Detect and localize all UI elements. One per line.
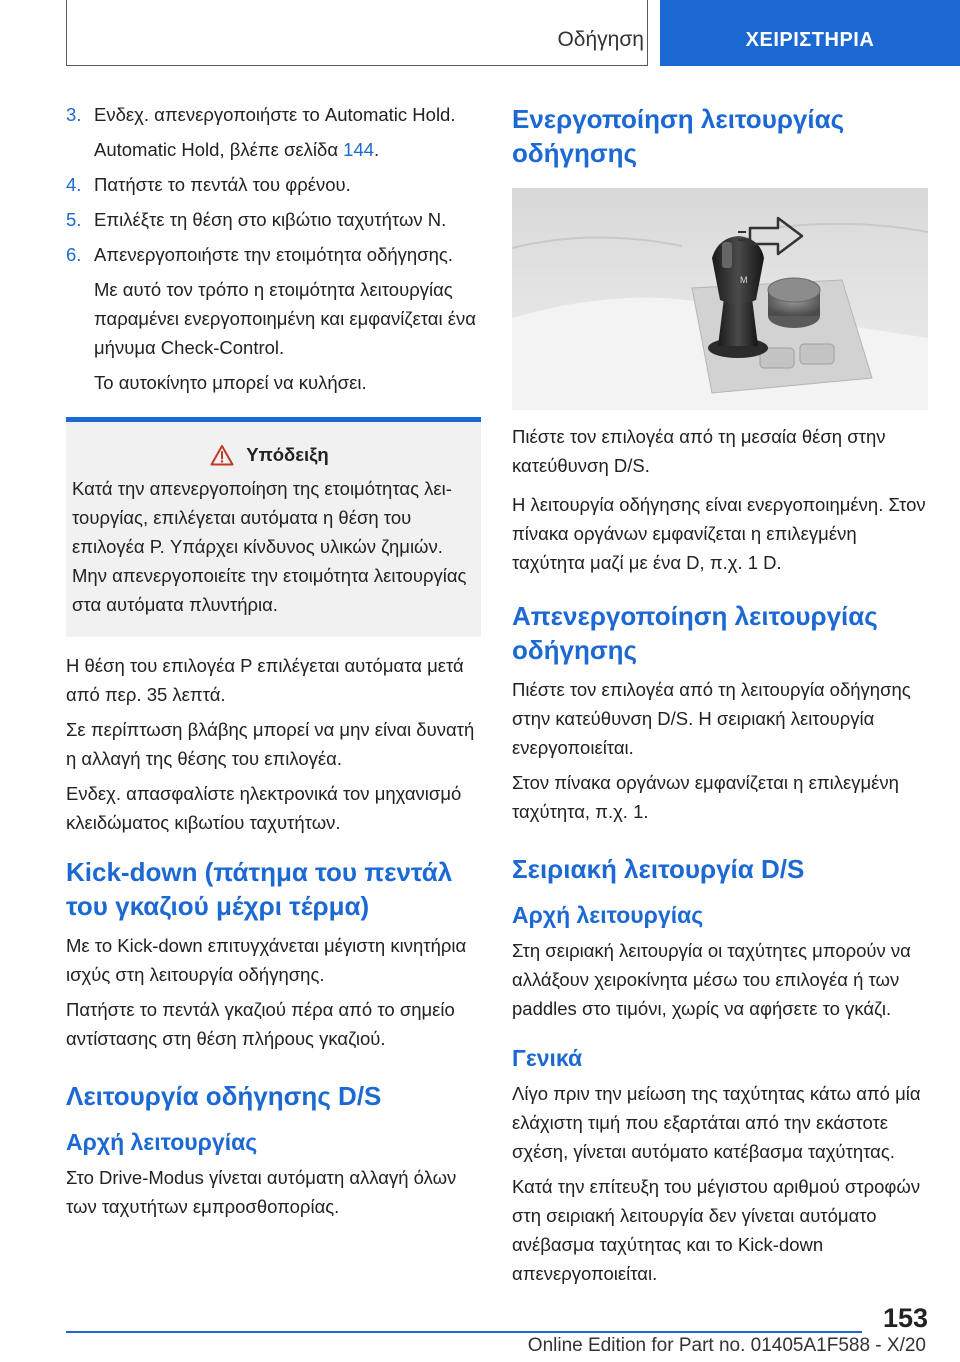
paragraph: Πιέστε τον επιλογέα από τη μεσαία θέση στην κατεύθυνση D/S.: [512, 426, 886, 476]
warning-note-title: Υπόδειξη: [246, 444, 329, 465]
step-text: Επιλέξτε τη θέση στο κιβώτιο ταχυτήτων N.: [94, 209, 447, 230]
paragraph: Με το Kick-down επιτυγχάνεται μέγιστη κινητήρια ισχύς στη λειτουργία οδήγησης.: [66, 935, 467, 985]
paragraph: Στον πίνακα οργάνων εμφανίζεται η επιλεγμένη ταχύτητα, π.χ. 1.: [512, 772, 899, 822]
step-4: [66, 170, 481, 199]
step-number: 4.: [66, 174, 82, 195]
step-number: 3.: [66, 104, 82, 125]
paragraph: Πατήστε το πεντάλ γκαζιού πέρα από το σημείο αντίστασης στη θέση πλήρους γκαζιού.: [66, 999, 455, 1049]
reference-suffix: .: [374, 139, 380, 160]
step-3-reference: [66, 135, 481, 164]
subheading-principle: Αρχή λειτουργίας: [512, 902, 704, 928]
section-heading-kickdown: Kick-down (πάτημα του πεντάλ του γκαζιού μέχρι τέρμα): [66, 857, 453, 921]
paragraph: Ενδεχ. απασφαλίστε ηλεκτρονικά τον μηχανισμό κλειδώματος κιβωτίου ταχυτήτων.: [66, 783, 462, 833]
header-section-title: Οδήγηση: [557, 28, 644, 51]
step-number: 6.: [66, 244, 82, 265]
paragraph: Στη σειριακή λειτουργία οι ταχύτητες μπορούν να αλλάξουν χειροκίνητα μέσω του επιλογέα ή των paddles στο τιμόνι, χωρίς να αφήσετε το γκάζι.: [512, 940, 911, 1019]
warning-note-header: [72, 444, 467, 466]
warning-note-box: [66, 417, 481, 637]
section-heading-serial-mode: Σειριακή λειτουργία D/S: [512, 854, 805, 884]
paragraph: Πιέστε τον επιλογέα από τη λειτουργία οδήγησης στην κατεύθυνση D/S. Η σειριακή λειτουργία ενεργοποιείται.: [512, 679, 911, 758]
subheading-principle: Αρχή λειτουργίας: [66, 1129, 258, 1155]
header-chapter-tab: ΧΕΙΡΙΣΤΗΡΙΑ: [660, 0, 960, 66]
svg-text:M: M: [740, 275, 748, 285]
section-heading-deactivate: Απενεργοποίηση λειτουργίας οδήγησης: [512, 601, 878, 665]
left-column: [66, 100, 481, 1227]
page-number: 153: [882, 1303, 928, 1333]
paragraph: Στο Drive-Modus γίνεται αυτόματη αλλαγή όλων των ταχυτήτων εμπροσθοπορίας.: [66, 1167, 457, 1217]
section-heading-activate: Ενεργοποίηση λειτουργίας οδήγησης: [512, 104, 845, 168]
step-6: [66, 240, 481, 269]
subheading-general: Γενικά: [512, 1045, 583, 1071]
section-heading-drive-mode: Λειτουργία οδήγησης D/S: [66, 1081, 382, 1111]
step-6-warning-text: Το αυτοκίνητο μπορεί να κυλήσει.: [94, 372, 367, 393]
step-5: [66, 205, 481, 234]
page-link-144[interactable]: 144: [343, 139, 375, 160]
page-header: [0, 0, 960, 66]
step-6-result: Με αυτό τον τρόπο η ετοιμότητα λειτουργίας παραμένει ενεργοποιημένη και εμφανίζεται ένα μήνυμα Check-Control.: [94, 279, 476, 358]
warning-triangle-icon: [210, 444, 234, 466]
paragraph: Κατά την επίτευξη του μέγιστου αριθμού στροφών στη σειριακή λειτουργία δεν γίνεται αυτόματο ανέβασμα ταχύτητας και το Kick-down απενεργοποιείται.: [512, 1176, 921, 1284]
step-number: 5.: [66, 209, 82, 230]
step-text: Πατήστε το πεντάλ του φρένου.: [94, 174, 351, 195]
step-3: [66, 100, 481, 129]
reference-text: Automatic Hold, βλέπε σελίδα: [94, 139, 344, 160]
step-text: Ενδεχ. απενεργοποιήστε το Automatic Hold.: [94, 104, 456, 125]
paragraph: Σε περίπτωση βλάβης μπορεί να μην είναι δυνατή η αλλαγή της θέσης του επιλογέα.: [66, 719, 475, 769]
paragraph: Η λειτουργία οδήγησης είναι ενεργοποιημένη. Στον πίνακα οργάνων εμφανίζεται η επιλεγμένη ταχύτητα μαζί με ένα D, π.χ. 1 D.: [512, 494, 926, 573]
footer-divider: [66, 1331, 862, 1333]
step-text: Απενεργοποιήστε την ετοιμότητα οδήγησης.: [94, 244, 453, 265]
paragraph: Η θέση του επιλογέα P επιλέγεται αυτόματα μετά από περ. 35 λεπτά.: [66, 655, 464, 705]
gear-selector-photo: [512, 188, 928, 410]
right-column: [512, 100, 928, 1294]
footer-edition-text: Online Edition for Part no. 01405A1F588 - X/20: [527, 1335, 926, 1356]
paragraph: Λίγο πριν την μείωση της ταχύτητας κάτω από μία ελάχιστη τιμή που εξαρτάται από την εκάστοτε σχέση, γίνεται αυτόματο κατέβασμα ταχύτητας.: [512, 1083, 921, 1162]
warning-note-text: Κατά την απενεργοποίηση της ετοιμότητας λειτουργίας, επιλέγεται αυτόματα η θέση του επιλογέα P. Υπάρχει κίνδυνος υλικών ζημιών. Μην απενεργοποιείτε την ετοιμότητα λειτουργίας στα αυτόματα πλυντήρια.: [72, 478, 467, 615]
